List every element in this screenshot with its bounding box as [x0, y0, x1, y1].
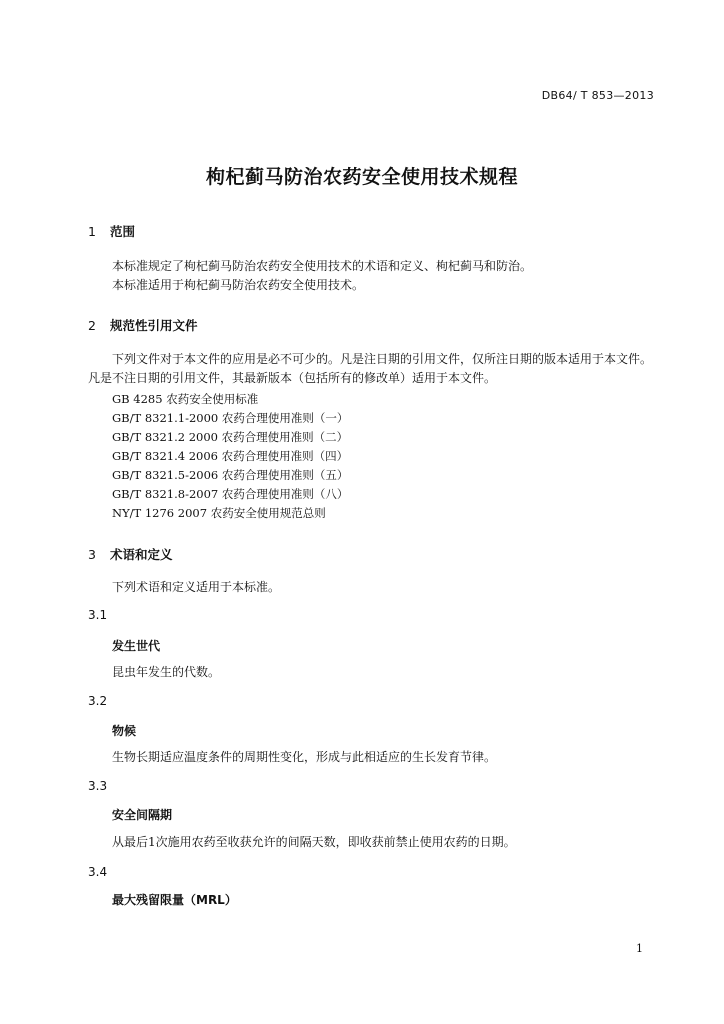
reference-item: GB/T 8321.1-2000 农药合理使用准则（一） [112, 411, 349, 425]
paragraph: 下列术语和定义适用于本标准。 [112, 580, 281, 594]
term-number: 3.3 [88, 779, 108, 793]
term-name: 最大残留限量（MRL） [112, 893, 237, 907]
section-number: 1 [88, 224, 96, 239]
section-title: 规范性引用文件 [110, 318, 198, 333]
term-name: 发生世代 [112, 639, 161, 653]
paragraph: 本标准规定了枸杞蓟马防治农药安全使用技术的术语和定义、枸杞蓟马和防治。 [112, 259, 533, 273]
document-title: 枸杞蓟马防治农药安全使用技术规程 [205, 166, 518, 188]
section-3-heading [88, 545, 173, 563]
reference-item: GB/T 8321.5-2006 农药合理使用准则（五） [112, 468, 349, 482]
section-2-heading [88, 316, 198, 334]
term-name: 安全间隔期 [112, 808, 173, 822]
reference-item: GB/T 8321.4 2006 农药合理使用准则（四） [112, 449, 349, 463]
term-number: 3.2 [88, 694, 108, 708]
term-number: 3.1 [88, 608, 108, 622]
term-definition: 从最后1次施用农药至收获允许的间隔天数，即收获前禁止使用农药的日期。 [112, 835, 516, 849]
reference-item: GB/T 8321.8-2007 农药合理使用准则（八） [112, 487, 349, 501]
paragraph: 本标准适用于枸杞蓟马防治农药安全使用技术。 [112, 278, 365, 292]
term-name: 物候 [112, 724, 137, 738]
term-definition: 生物长期适应温度条件的周期性变化，形成与此相适应的生长发育节律。 [112, 750, 497, 764]
document-code: DB64/ T 853—2013 [541, 89, 654, 102]
section-number: 2 [88, 318, 96, 333]
section-title: 范围 [110, 224, 136, 239]
page-number: 1 [636, 942, 643, 955]
reference-item: GB 4285 农药安全使用标准 [112, 392, 259, 406]
term-number: 3.4 [88, 865, 108, 879]
reference-item: GB/T 8321.2 2000 农药合理使用准则（二） [112, 430, 349, 444]
term-definition: 昆虫年发生的代数。 [112, 665, 221, 679]
section-1-heading [88, 222, 135, 240]
paragraph: 下列文件对于本文件的应用是必不可少的。凡是注日期的引用文件，仅所注日期的版本适用于本文件。凡是不注日期的引用文件，其最新版本（包括所有的修改单）适用于本文件。 [88, 352, 653, 385]
section-number: 3 [88, 547, 96, 562]
reference-item: NY/T 1276 2007 农药安全使用规范总则 [112, 506, 326, 520]
section-title: 术语和定义 [110, 547, 173, 562]
